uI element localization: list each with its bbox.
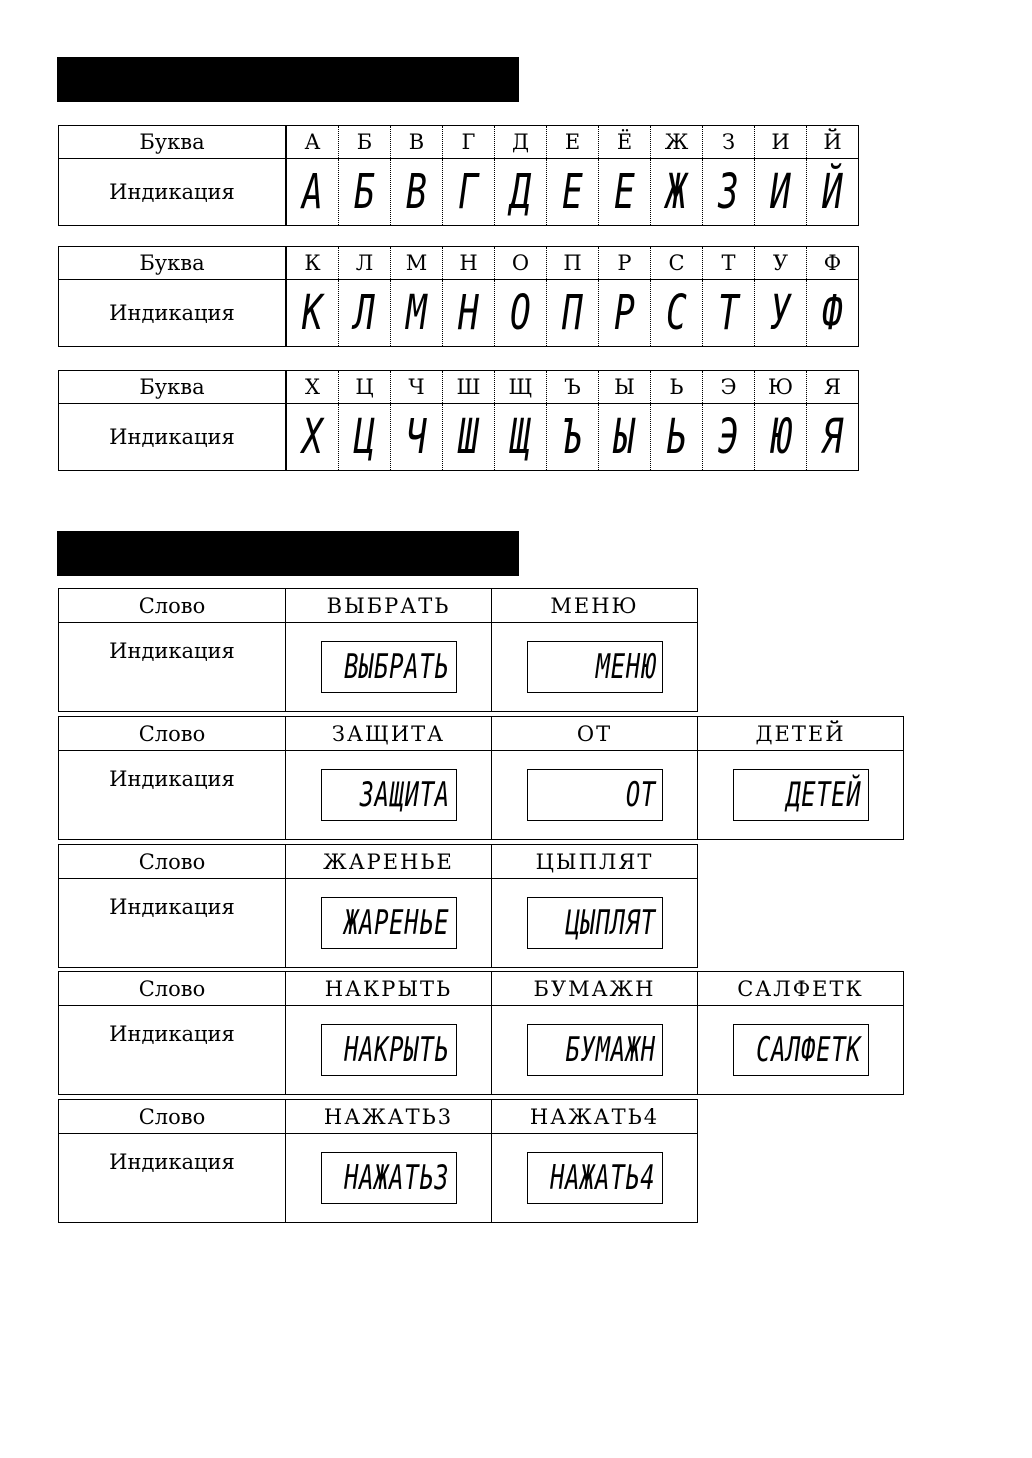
lcd-glyph: Э — [718, 409, 739, 465]
lcd-glyph: Е — [614, 164, 635, 220]
letter-cell: Ц — [339, 371, 391, 404]
display-label: Индикация — [59, 751, 286, 840]
display-label: Индикация — [59, 159, 287, 226]
word-cell: НАКРЫТЬ — [286, 972, 492, 1006]
letter-cell: Ы — [599, 371, 651, 404]
lcd-text: БУМАЖН — [565, 1030, 656, 1070]
word-cell: ЦЫПЛЯТ — [492, 845, 698, 879]
lcd-glyph: Ы — [614, 409, 635, 465]
letter-cell: Л — [339, 247, 391, 280]
lcd-display — [321, 641, 457, 693]
letter-cell: В — [391, 126, 443, 159]
letter-cell: Ш — [443, 371, 495, 404]
letter-cell: Щ — [495, 371, 547, 404]
letter-cell: У — [755, 247, 807, 280]
word-table-4 — [58, 971, 904, 1095]
lcd-glyph: Л — [354, 285, 375, 341]
lcd-glyph: Н — [458, 285, 479, 341]
lcd-glyph: Ф — [822, 285, 843, 341]
alphabet-table-1 — [58, 125, 859, 226]
letter-cell: А — [286, 126, 339, 159]
lcd-display — [527, 1024, 663, 1076]
lcd-glyph: М — [406, 285, 427, 341]
letter-cell: Ж — [651, 126, 703, 159]
letter-cell: О — [495, 247, 547, 280]
lcd-display — [321, 1152, 457, 1204]
word-label: Слово — [59, 1100, 286, 1134]
display-label: Индикация — [59, 1006, 286, 1095]
word-cell: ОТ — [492, 717, 698, 751]
letter-cell: П — [547, 247, 599, 280]
lcd-glyph: Г — [458, 164, 479, 220]
letter-cell: Ё — [599, 126, 651, 159]
display-label: Индикация — [59, 879, 286, 968]
word-cell: САЛФЕТК — [698, 972, 904, 1006]
lcd-glyph: Р — [614, 285, 635, 341]
lcd-glyph: Я — [822, 409, 843, 465]
word-cell: НАЖАТЬ4 — [492, 1100, 698, 1134]
letter-cell: Ч — [391, 371, 443, 404]
letter-cell: Х — [286, 371, 339, 404]
display-label: Индикация — [59, 623, 286, 712]
letter-cell: С — [651, 247, 703, 280]
word-table-2 — [58, 716, 904, 840]
lcd-display — [321, 1024, 457, 1076]
lcd-glyph: И — [770, 164, 791, 220]
letter-cell: Н — [443, 247, 495, 280]
section-header-bar-words — [57, 531, 519, 576]
lcd-display — [527, 1152, 663, 1204]
lcd-glyph: Е — [562, 164, 583, 220]
lcd-display — [527, 897, 663, 949]
lcd-display — [321, 897, 457, 949]
lcd-text: ЖАРЕНЬЕ — [344, 903, 450, 943]
lcd-glyph: Х — [302, 409, 323, 465]
section-header-bar-alphabet — [57, 57, 519, 102]
letter-cell: Я — [807, 371, 859, 404]
word-label: Слово — [59, 717, 286, 751]
letter-cell: Д — [495, 126, 547, 159]
lcd-text: САЛФЕТК — [756, 1030, 862, 1070]
lcd-display — [733, 1024, 869, 1076]
word-cell: ЗАЩИТА — [286, 717, 492, 751]
lcd-text: ОТ — [625, 775, 656, 815]
letter-cell: Ф — [807, 247, 859, 280]
lcd-glyph: В — [406, 164, 427, 220]
lcd-glyph: О — [510, 285, 531, 341]
lcd-glyph: П — [562, 285, 583, 341]
letter-cell: Б — [339, 126, 391, 159]
lcd-glyph: Ш — [458, 409, 479, 465]
word-label: Слово — [59, 589, 286, 623]
word-cell: ЖАРЕНЬЕ — [286, 845, 492, 879]
display-label: Индикация — [59, 1134, 286, 1223]
lcd-glyph: З — [718, 164, 739, 220]
lcd-glyph: Ь — [666, 409, 687, 465]
lcd-display — [321, 769, 457, 821]
letter-cell: Т — [703, 247, 755, 280]
lcd-display — [527, 641, 663, 693]
word-cell: БУМАЖН — [492, 972, 698, 1006]
lcd-glyph: Т — [718, 285, 739, 341]
lcd-glyph: С — [666, 285, 687, 341]
lcd-glyph: Щ — [510, 409, 531, 465]
lcd-glyph: А — [302, 164, 323, 220]
lcd-text: МЕНЮ — [595, 647, 656, 687]
lcd-text: НАКРЫТЬ — [344, 1030, 450, 1070]
lcd-text: ДЕТЕЙ — [786, 775, 862, 815]
letter-label: Буква — [59, 126, 287, 159]
display-label: Индикация — [59, 404, 287, 471]
letter-cell: Ю — [755, 371, 807, 404]
lcd-glyph: Д — [510, 164, 531, 220]
letter-cell: М — [391, 247, 443, 280]
lcd-glyph: К — [302, 285, 323, 341]
lcd-display — [733, 769, 869, 821]
lcd-text: ЦЫПЛЯТ — [565, 903, 656, 943]
lcd-text: НАЖАТЬ3 — [344, 1158, 450, 1198]
word-table-1 — [58, 588, 698, 712]
letter-cell: Й — [807, 126, 859, 159]
word-label: Слово — [59, 845, 286, 879]
lcd-text: НАЖАТЬ4 — [550, 1158, 656, 1198]
word-table-3 — [58, 844, 698, 968]
letter-cell: Э — [703, 371, 755, 404]
lcd-text: ВЫБРАТЬ — [344, 647, 450, 687]
letter-label: Буква — [59, 371, 287, 404]
lcd-glyph: Ъ — [562, 409, 583, 465]
lcd-glyph: Ц — [354, 409, 375, 465]
word-table-5 — [58, 1099, 698, 1223]
display-label: Индикация — [59, 280, 287, 347]
lcd-glyph: Ч — [406, 409, 427, 465]
lcd-glyph: Ж — [666, 164, 687, 220]
letter-cell: И — [755, 126, 807, 159]
lcd-display — [527, 769, 663, 821]
letter-cell: Е — [547, 126, 599, 159]
lcd-glyph: У — [770, 285, 791, 341]
letter-cell: К — [286, 247, 339, 280]
lcd-text: ЗАЩИТА — [359, 775, 450, 815]
alphabet-table-3 — [58, 370, 859, 471]
letter-cell: Ь — [651, 371, 703, 404]
word-cell: ДЕТЕЙ — [698, 717, 904, 751]
letter-cell: Ъ — [547, 371, 599, 404]
letter-label: Буква — [59, 247, 287, 280]
word-cell: МЕНЮ — [492, 589, 698, 623]
lcd-glyph: Ю — [770, 409, 791, 465]
lcd-glyph: Й — [822, 164, 843, 220]
letter-cell: З — [703, 126, 755, 159]
word-cell: ВЫБРАТЬ — [286, 589, 492, 623]
word-label: Слово — [59, 972, 286, 1006]
alphabet-table-2 — [58, 246, 859, 347]
letter-cell: Р — [599, 247, 651, 280]
lcd-glyph: Б — [354, 164, 375, 220]
word-cell: НАЖАТЬ3 — [286, 1100, 492, 1134]
letter-cell: Г — [443, 126, 495, 159]
